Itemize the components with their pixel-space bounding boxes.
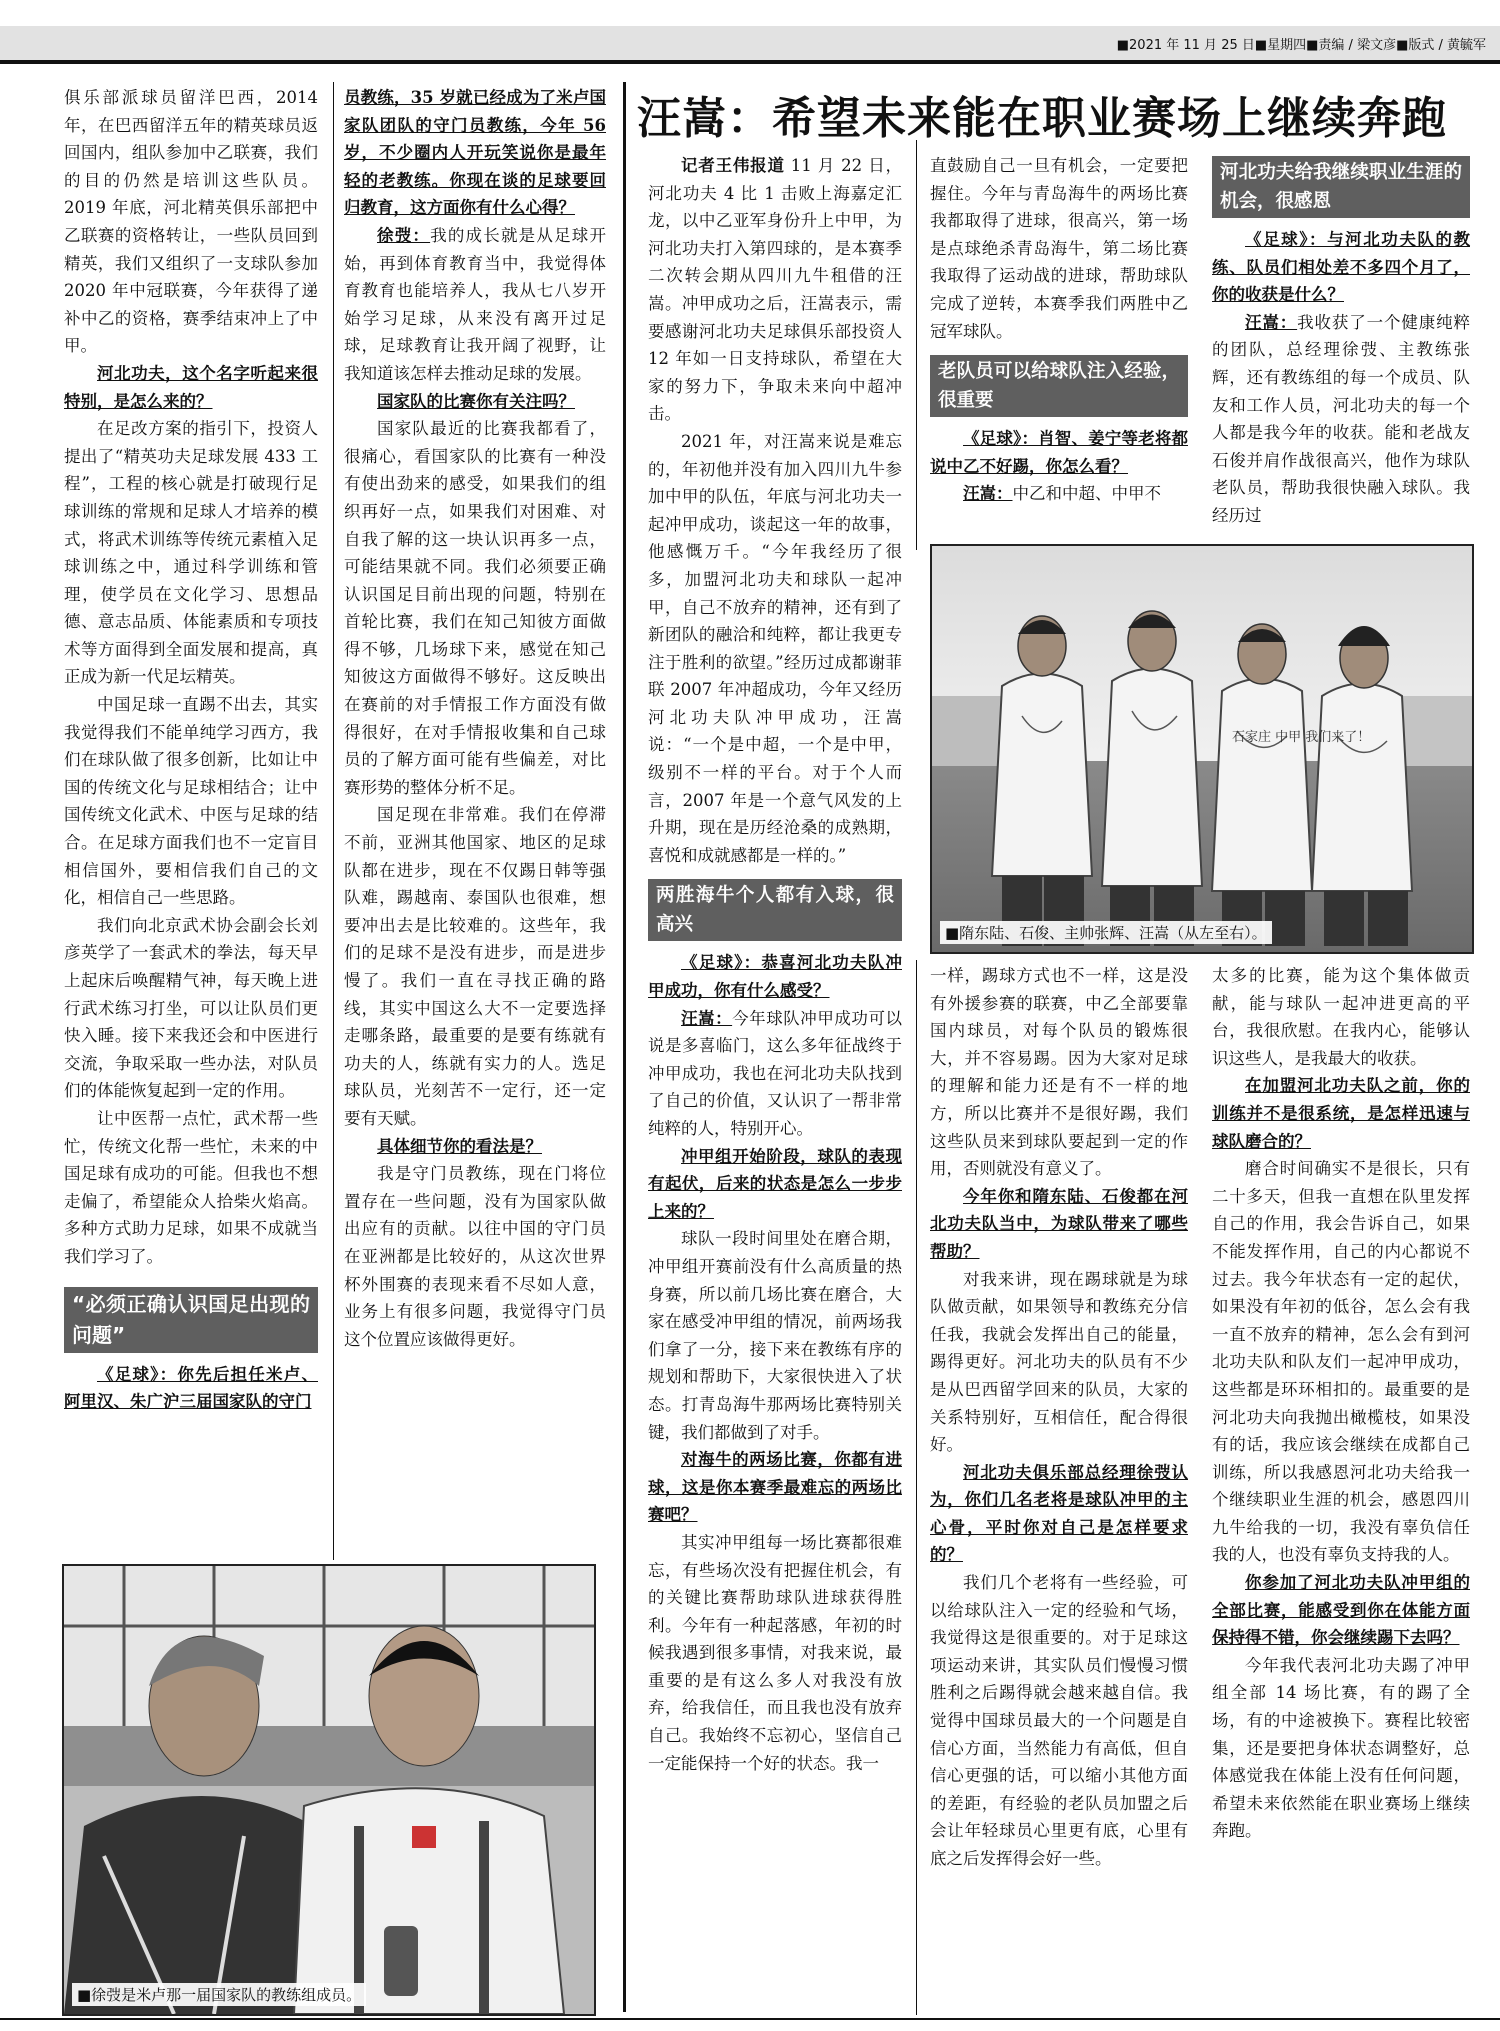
column-divider bbox=[916, 140, 917, 550]
paragraph: 国足现在非常难。我们在停滞不前，亚洲其他国家、地区的足球队都在进步，现在不仅踢日韩等强队难，踢越南、泰国队也很难，想要冲出去是比较难的。这些年，我们的足球不是没有进步，而是进步慢了。我们一直在寻找正确的路线，其实中国这么大不一定要选择走哪条路，最重要的是要有练就有功夫的人，练就有实力的人。选足球队员，光刻苦不一定行，还一定要有天赋。 bbox=[344, 805, 606, 1128]
question: 你参加了河北功夫队冲甲组的全部比赛，能感受到你在体能方面保持得不错，你会继续踢下去吗？ bbox=[1212, 1573, 1470, 1648]
paragraph: 在足改方案的指引下，投资人提出了“精英功夫足球发展 433 工程”，工程的核心就是打破现行足球训练的常规和足球人才培养的模式，将武术训练等传统元素植入足球训练之中，通过科学训练和管理，使学员在文化学习、思想品德、意志品质、体能素质和专项技术等方面得到全面发展和提高，真正成为新一代足坛精英。 bbox=[64, 419, 318, 687]
question: 今年你和隋东陆、石俊都在河北功夫队当中，为球队带来了哪些帮助？ bbox=[930, 1186, 1188, 1261]
paragraph: 我们几个老将有一些经验，可以给球队注入一定的经验和气场，我觉得这是很重要的。对于足球这项运动来讲，其实队员们慢慢习惯胜利之后踢得就会越来越自信。我觉得中国球员最大的一个问题是自信心方面，当然能力有高低，但自信心更强的话，可以缩小其他方面的差距，有经验的老队员加盟之后会让年轻球员心里更有底，心里有底之后发挥得会好一些。 bbox=[930, 1573, 1188, 1868]
paragraph: 今年我代表河北功夫踢了冲甲组全部 14 场比赛，有的踢了全场，有的中途被换下。赛程比较密集，还是要把身体状态调整好，总体感觉我在体能上没有任何问题，希望未来依然能在职业赛场上继续奔跑。 bbox=[1212, 1655, 1470, 1841]
paragraph: 对我来讲，现在踢球就是为球队做贡献，如果领导和教练充分信任我，我就会发挥出自己的能量，踢得更好。河北功夫的队员有不少是从巴西留学回来的队员，大家的关系特别好，互相信任，配合得很好。 bbox=[930, 1269, 1188, 1455]
paragraph: 我是守门员教练，现在门将位置存在一些问题，没有为国家队做出应有的贡献。以往中国的守门员在亚洲都是比较好的，从这次世界杯外围赛的表现来看不尽如人意，业务上有很多问题，我觉得守门员这个位置应该做得更好。 bbox=[344, 1164, 606, 1349]
column-divider bbox=[333, 82, 334, 1560]
paragraph: 磨合时间确实不是很长，只有二十多天，但我一直想在队里发挥自己的作用，我会告诉自己，如果不能发挥作用，自己的内心都说不过去。我今年状态有一定的起伏，如果没有年初的低谷，怎么会有我一直不放弃的精神，怎么会有到河北功夫队和队友们一起冲甲成功，这些都是环环相扣的。最重要的是河北功夫向我抛出橄榄枝，如果没有的话，我应该会继续在成都自己训练，所以我感恩河北功夫给我一个继续职业生涯的机会，感恩四川九牛给我的一切，我没有辜负信任我的人，也没有辜负支持我的人。 bbox=[1212, 1159, 1470, 1565]
coach-photo bbox=[62, 1564, 596, 2016]
column-5 bbox=[1212, 152, 1470, 530]
section-subhead: 老队员可以给球队注入经验，很重要 bbox=[930, 355, 1188, 417]
section-subhead: 两胜海牛个人都有入球，很高兴 bbox=[648, 879, 902, 941]
bottom-rule bbox=[0, 2018, 1500, 2020]
paragraph: 我们向北京武术协会副会长刘彦英学了一套武术的拳法，每天早上起床后唤醒精气神，每天晚上进行武术练习打坐，可以让队员们更快入睡。接下来我还会和中医进行交流，争取采取一些办法，对队员们的体能恢复起到一定的作用。 bbox=[64, 915, 318, 1101]
paragraph: 一样，踢球方式也不一样，这是没有外援参赛的联赛，中乙全部要靠国内球员，对每个队员的锻炼很大，并不容易踢。因为大家对足球的理解和能力还是有不一样的地方，所以比赛并不是很好踢，我们这些队员来到球队要起到一定的作用，否则就没有意义了。 bbox=[930, 966, 1188, 1179]
column-3 bbox=[648, 152, 902, 1777]
question: 河北功夫，这个名字听起来很特别，是怎么来的？ bbox=[64, 363, 318, 411]
column-2 bbox=[344, 84, 606, 1353]
paragraph: 国家队最近的比赛我都看了，很痛心，看国家队的比赛有一种没有使出劲来的感受，如果我们的组织再好一点，如果我们对困难、对自我了解的这一块认识再多一点，可能结果就不同。我们必须要正确认识国足目前出现的问题，特别在首轮比赛，我们在知己知彼方面做得不够，几场球下来，感觉在知己知彼这方面做得不够好。这反映出在赛前的对手情报工作方面没有做得很好，在对手情报收集和自己球员的了解方面可能有些偏差，对比赛形势的整体分析不足。 bbox=[344, 419, 606, 797]
question: 在加盟河北功夫队之前，你的训练并不是很系统，是怎样迅速与球队磨合的？ bbox=[1212, 1076, 1470, 1151]
question: 员教练，35 岁就已经成为了米卢国家队团队的守门员教练，今年 56 岁，不少圈内人开玩笑说你是最年轻的老教练。你现在谈的足球要回归教育，这方面你有什么心得？ bbox=[344, 88, 606, 218]
column-divider bbox=[916, 960, 917, 2015]
question: 国家队的比赛你有关注吗？ bbox=[377, 391, 575, 411]
paragraph: 汪嵩：我收获了一个健康纯粹的团队，总经理徐弢、主教练张辉，还有教练组的每一个成员、队友和工作人员，河北功夫的每一个人都是我今年的收获。能和老战友石俊并肩作战很高兴，他作为球队老队员，帮助我很快融入球队。我经历过 bbox=[1212, 312, 1470, 525]
question: 《足球》：恭喜河北功夫队冲甲成功，你有什么感受？ bbox=[648, 953, 902, 1001]
paragraph: 其实冲甲组每一场比赛都很难忘，有些场次没有把握住机会，有的关键比赛帮助球队进球获得胜利。今年有一种起落感，年初的时候我遇到很多事情，对我来说，最重要的是有这么多人对我没有放弃，给我信任，而且我也没有放弃自己。我始终不忘初心，坚信自己一定能保持一个好的状态。我一 bbox=[648, 1532, 902, 1773]
column-divider bbox=[623, 82, 626, 2012]
group-photo-image bbox=[932, 546, 1472, 952]
question: 冲甲组开始阶段，球队的表现有起伏，后来的状态是怎么一步步上来的？ bbox=[648, 1146, 902, 1221]
question: 《足球》：你先后担任米卢、阿里汉、朱广沪三届国家队的守门 bbox=[64, 1364, 318, 1412]
dateline: ■2021 年 11 月 25 日■星期四■责编 / 梁文彦■版式 / 黄毓军 bbox=[1116, 38, 1486, 53]
paragraph: 直鼓励自己一旦有机会，一定要把握住。今年与青岛海牛的两场比赛我都取得了进球，很高兴，第一场是点球绝杀青岛海牛，第二场比赛我取得了运动战的进球，帮助球队完成了逆转，本赛季我们两胜中乙冠军球队。 bbox=[930, 156, 1188, 341]
column-1 bbox=[64, 84, 318, 1416]
shirt-text: 石家庄 中甲 我们来了！ bbox=[1232, 730, 1371, 745]
column-4 bbox=[930, 152, 1188, 508]
section-subhead: 河北功夫给我继续职业生涯的机会，很感恩 bbox=[1212, 156, 1470, 218]
paragraph: 2021 年，对汪嵩来说是难忘的，年初他并没有加入四川九牛参加中甲的队伍，年底与河北功夫一起冲甲成功，谈起这一年的故事，他感慨万千。“今年我经历了很多，加盟河北功夫和球队一起冲甲，自己不放弃的精神，还有到了新团队的融洽和纯粹，都让我更专注于胜利的欲望。”经历过成都谢菲联 2007 年冲超成功，今年又经历河北功夫队冲甲成功，汪嵩说：“一个是中超，一个是中甲，级别不一样的平台。对于个人而言，2007 年是一个意气风发的上升期，现在是历经沧桑的成熟期，喜悦和成就感都是一样的。” bbox=[648, 431, 902, 865]
paragraph: 记者王伟报道 11 月 22 日，河北功夫 4 比 1 击败上海嘉定汇龙，以中乙亚军身份升上中甲，为河北功夫打入第四球的，是本赛季二次转会期从四川九牛租借的汪嵩。冲甲成功之后，汪嵩表示，需要感谢河北功夫足球俱乐部投资人 12 年如一日支持球队，希望在大家的努力下，争取未来向中超冲击。 bbox=[648, 156, 902, 424]
section-subhead: “必须正确认识国足出现的问题” bbox=[64, 1287, 318, 1353]
question: 对海牛的两场比赛，你都有进球，这是你本赛季最难忘的两场比赛吧？ bbox=[648, 1450, 902, 1525]
paragraph: 太多的比赛，能为这个集体做贡献，能与球队一起冲进更高的平台，我很欣慰。在我内心，能够认识这些人，是我最大的收获。 bbox=[1212, 966, 1470, 1068]
header-bar bbox=[0, 26, 1500, 64]
paragraph: 中国足球一直踢不出去，其实我觉得我们不能单纯学习西方，我们在球队做了很多创新，比如让中国的传统文化与足球相结合；让中国传统文化武术、中医与足球的结合。在足球方面我们也不一定盲目相信国外，要相信我们自己的文化，相信自己一些思路。 bbox=[64, 695, 318, 908]
paragraph: 汪嵩：中乙和中超、中甲不 bbox=[963, 484, 1161, 504]
headline: 汪嵩：希望未来能在职业赛场上继续奔跑 bbox=[637, 93, 1447, 144]
paragraph: 俱乐部派球员留洋巴西，2014 年，在巴西留洋五年的精英球员返回国内，组队参加中乙联赛，我们的目的仍然是培训这些队员。2019 年底，河北精英俱乐部把中乙联赛的资格转让，一些队员回到精英，我们又组织了一支球队参加 2020 年中冠联赛，今年获得了递补中乙的资格，赛季结束冲上了中甲。 bbox=[64, 88, 318, 356]
column-7 bbox=[1212, 962, 1470, 1845]
photo-caption: ■徐弢是米卢那一届国家队的教练组成员。 bbox=[72, 1983, 366, 2006]
group-photo bbox=[930, 544, 1474, 954]
paragraph: 徐弢：我的成长就是从足球开始，再到体育教育当中，我觉得体育教育也能培养人，我从七八岁开始学习足球，从来没有离开过足球，足球教育让我开阔了视野，让我知道该怎样去推动足球的发展。 bbox=[344, 225, 607, 383]
paragraph: 汪嵩：今年球队冲甲成功可以说是多喜临门，这么多年征战终于冲甲成功，我也在河北功夫队找到了自己的价值，又认识了一帮非常纯粹的人，特别开心。 bbox=[648, 1008, 903, 1138]
photo-caption: ■隋东陆、石俊、主帅张辉、汪嵩（从左至右）。 bbox=[940, 921, 1272, 944]
paragraph: 球队一段时间里处在磨合期，冲甲组开赛前没有什么高质量的热身赛，所以前几场比赛在磨合，大家在感受冲甲组的情况，前两场我们拿了一分，接下来在教练有序的规划和帮助下，大家很快进入了状态。打青岛海牛那两场比赛特别关键，我们都做到了对手。 bbox=[648, 1229, 902, 1442]
coach-photo-image bbox=[64, 1566, 594, 2014]
question: 河北功夫俱乐部总经理徐弢认为，你们几名老将是球队冲甲的主心骨，平时你对自己是怎样要求的？ bbox=[930, 1462, 1188, 1565]
question: 《足球》：与河北功夫队的教练、队员们相处差不多四个月了，你的收获是什么？ bbox=[1212, 230, 1470, 305]
paragraph: 让中医帮一点忙，武术帮一些忙，传统文化帮一些忙，未来的中国足球有成功的可能。但我也不想走偏了，希望能众人拾柴火焰高。多种方式助力足球，如果不成就当我们学习了。 bbox=[64, 1108, 318, 1266]
question: 具体细节你的看法是？ bbox=[377, 1136, 542, 1156]
question: 《足球》：肖智、姜宁等老将都说中乙不好踢，你怎么看？ bbox=[930, 429, 1188, 476]
column-6 bbox=[930, 962, 1188, 1873]
